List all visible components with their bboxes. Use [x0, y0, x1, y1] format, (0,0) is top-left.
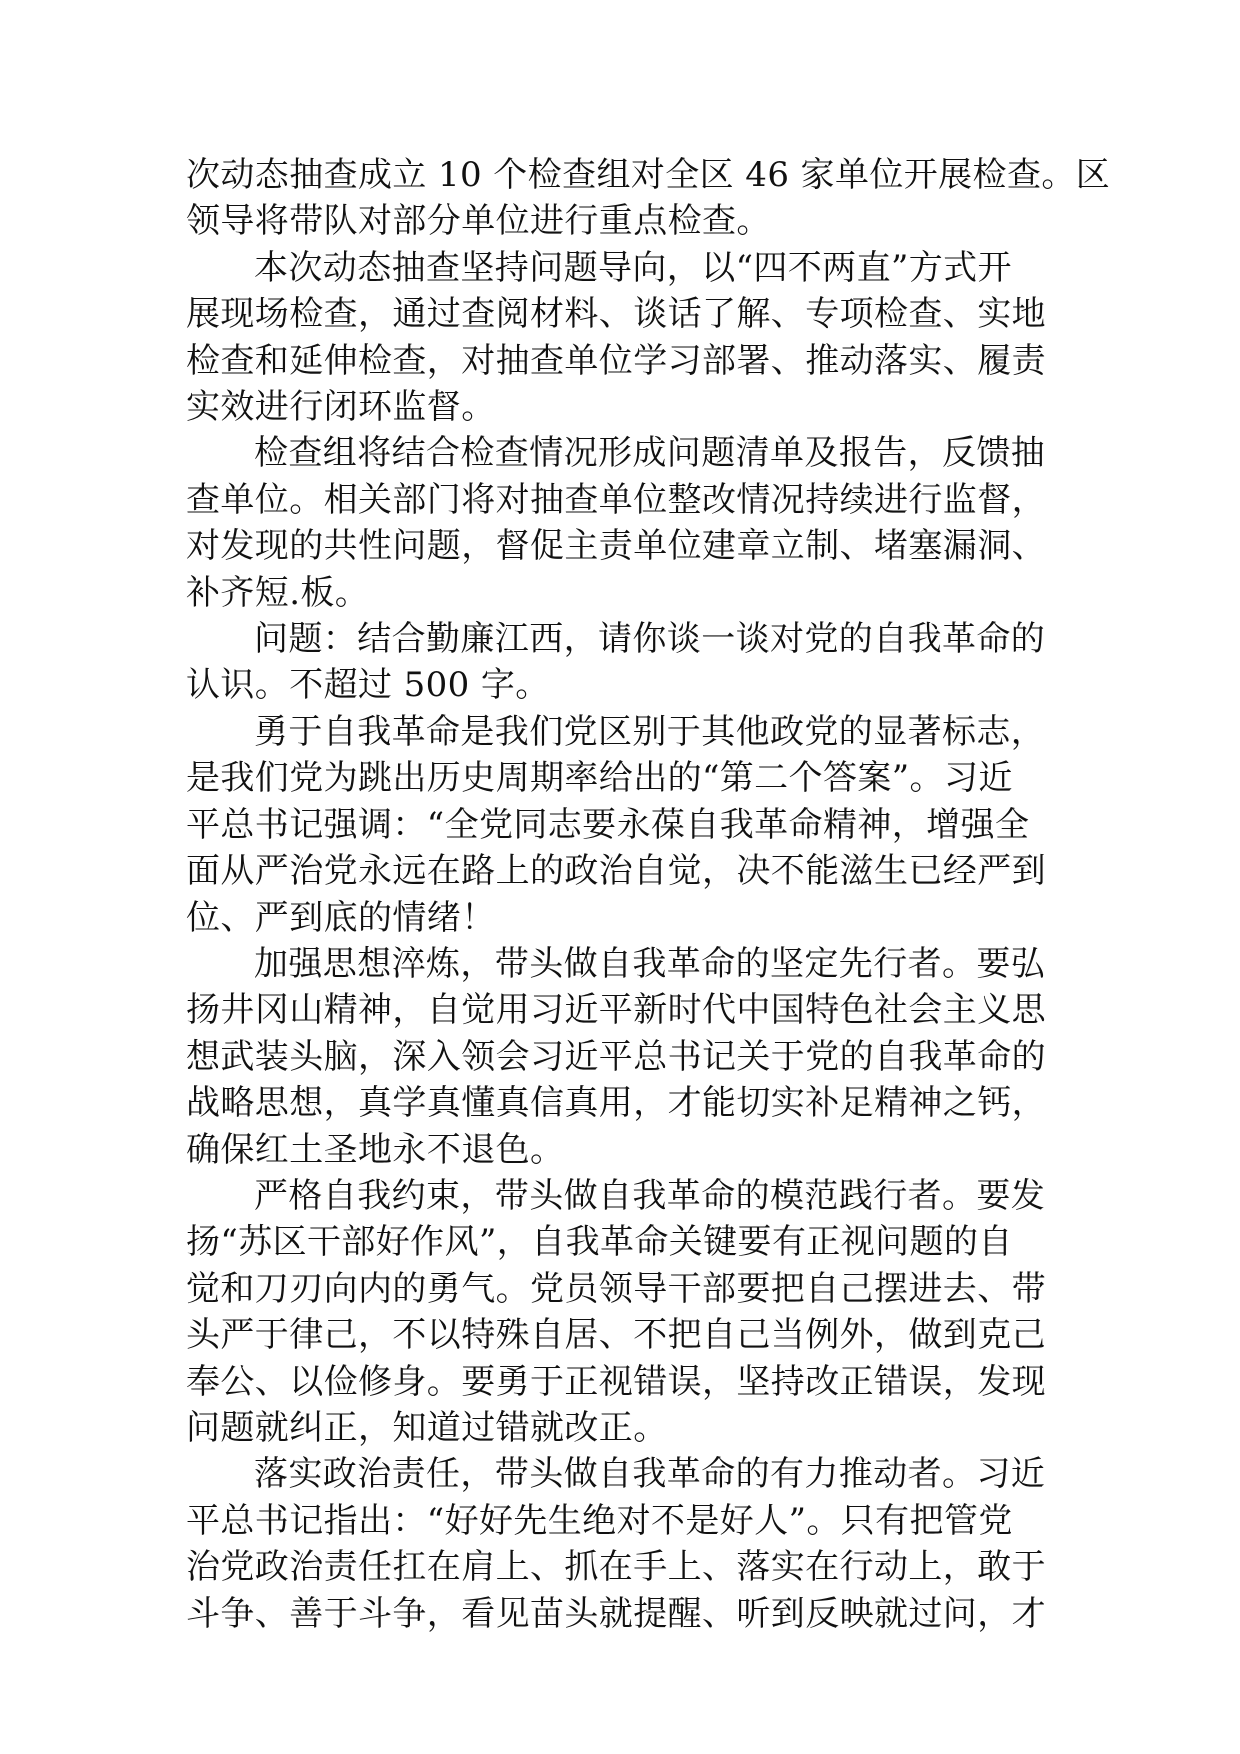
paragraph	[186, 1451, 1056, 1637]
text-line: 想武装头脑，深入领会习近平总书记关于党的自我革命的	[186, 1036, 1046, 1077]
paragraph	[186, 430, 1056, 616]
text-line: 展现场检查，通过查阅材料、谈话了解、专项检查、实地	[186, 294, 1046, 335]
text-line: 次动态抽查成立 10 个检查组对全区 46 家单位开展检查。区	[186, 155, 1111, 195]
text-line: 问题就纠正，知道过错就改正。	[186, 1407, 668, 1448]
document-page	[186, 152, 1111, 1637]
text-line: 加强思想淬炼，带头做自我革命的坚定先行者。要弘	[254, 943, 1046, 984]
text-line: 平总书记指出：“好好先生绝对不是好人”。只有把管党	[186, 1500, 1013, 1541]
text-line: 落实政治责任，带头做自我革命的有力推动者。习近	[254, 1454, 1046, 1495]
paragraph	[186, 941, 1056, 1173]
text-line: 检查和延伸检查，对抽查单位学习部署、推动落实、履责	[186, 340, 1046, 381]
text-line: 实效进行闭环监督。	[186, 387, 496, 428]
text-line: 扬“苏区干部好作风”，自我革命关键要有正视问题的自	[186, 1222, 1013, 1263]
text-line: 奉公、以俭修身。要勇于正视错误，坚持改正错误，发现	[186, 1361, 1046, 1402]
text-line: 确保红土圣地永不退色。	[186, 1129, 565, 1170]
text-line: 觉和刀刃向内的勇气。党员领导干部要把自己摆进去、带	[186, 1268, 1046, 1309]
text-line: 平总书记强调：“全党同志要永葆自我革命精神，增强全	[186, 804, 1030, 845]
text-line: 补齐短.板。	[186, 572, 370, 613]
text-line: 面从严治党永远在路上的政治自觉，决不能滋生已经严到	[186, 851, 1046, 892]
paragraph	[186, 1173, 1056, 1451]
text-line: 问题：结合勤廉江西，请你谈一谈对党的自我革命的	[254, 619, 1046, 660]
text-line: 领导将带队对部分单位进行重点检查。	[186, 201, 771, 242]
text-line: 认识。不超过 500 字。	[186, 665, 550, 706]
text-line: 是我们党为跳出历史周期率给出的“第二个答案”。习近	[186, 758, 1013, 799]
paragraph	[186, 616, 1056, 709]
text-line: 查单位。相关部门将对抽查单位整改情况持续进行监督，	[186, 479, 1046, 520]
text-line: 治党政治责任扛在肩上、抓在手上、落实在行动上，敢于	[186, 1547, 1046, 1588]
text-line: 严格自我约束，带头做自我革命的模范践行者。要发	[254, 1175, 1046, 1216]
text-line: 头严于律己，不以特殊自居、不把自己当例外，做到克己	[186, 1315, 1046, 1356]
text-line: 本次动态抽查坚持问题导向，以“四不两直”方式开	[254, 247, 1012, 288]
text-line: 扬井冈山精神，自觉用习近平新时代中国特色社会主义思	[186, 990, 1046, 1031]
text-line: 检查组将结合检查情况形成问题清单及报告，反馈抽	[254, 433, 1046, 474]
text-line: 勇于自我革命是我们党区别于其他政党的显著标志，	[254, 711, 1046, 752]
text-line: 位、严到底的情绪！	[186, 897, 496, 938]
paragraph	[186, 709, 1056, 941]
paragraph	[186, 245, 1056, 431]
paragraph	[186, 152, 1111, 245]
text-line: 战略思想，真学真懂真信真用，才能切实补足精神之钙，	[186, 1083, 1046, 1124]
text-line: 斗争、善于斗争，看见苗头就提醒、听到反映就过问，才	[186, 1593, 1046, 1634]
text-line: 对发现的共性问题，督促主责单位建章立制、堵塞漏洞、	[186, 526, 1046, 567]
